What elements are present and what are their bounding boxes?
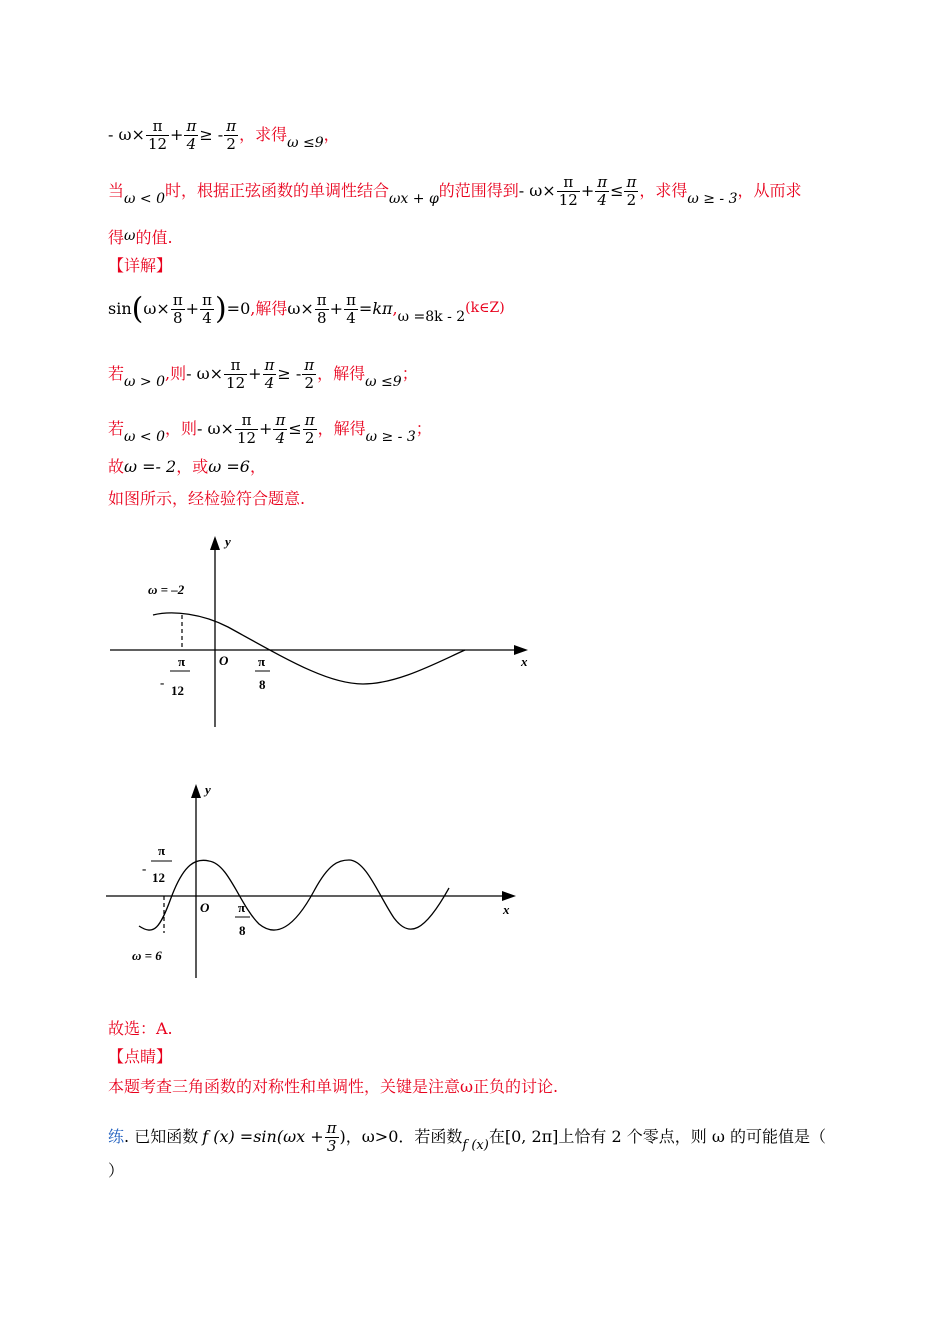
tick-right-num: π xyxy=(258,654,266,669)
fraction: $\frac{\pi}{12}$ xyxy=(226,356,246,392)
exercise-line-2: ） xyxy=(108,1161,125,1180)
answer-line: 故选：A. xyxy=(108,1019,173,1038)
y-axis-arrow xyxy=(191,784,201,798)
y-label: y xyxy=(205,782,211,797)
fraction: $\frac{\pi}{2}$ xyxy=(304,356,315,392)
solution-line-7: 故ω =- 2，或ω =6， xyxy=(108,457,266,476)
tick-left-den: 12 xyxy=(152,870,165,885)
sine-curve xyxy=(139,860,449,930)
origin-label: O xyxy=(219,653,229,668)
solution-line-3: 得ω的值. xyxy=(108,228,173,247)
tick-right-den: 8 xyxy=(259,677,266,692)
fraction: $\frac{\pi}{2}$ xyxy=(626,173,637,209)
comment-line: 本题考查三角函数的对称性和单调性，关键是注意ω正负的讨论. xyxy=(108,1077,559,1096)
omega-label: ω = –2 xyxy=(148,582,185,597)
fraction: $\frac{\pi}{8}$ xyxy=(172,291,183,327)
tick-right-den: 8 xyxy=(239,923,246,938)
tick-neg-sign: - xyxy=(160,675,165,690)
fraction: $\frac{\pi}{3}$ xyxy=(326,1119,337,1155)
fraction: $\frac{\pi}{2}$ xyxy=(226,117,237,153)
tick-left-num: π xyxy=(158,843,166,858)
fraction: $\frac{\pi}{8}$ xyxy=(316,291,327,327)
fraction: $\frac{\pi}{4}$ xyxy=(275,411,286,447)
exercise-label: 练 xyxy=(108,1127,125,1146)
solution-line-5: 若ω > 0,则- ω× $\frac{\pi}{12}$ + $\frac{\pi}{4}$ ≥ - $\frac{\pi}{2}$ ，解得ω ≤9； xyxy=(108,356,418,392)
solution-line-8: 如图所示，经检验符合题意. xyxy=(108,489,306,508)
fraction: $\frac{\pi}{4}$ xyxy=(264,356,275,392)
fraction: $\frac{\pi}{4}$ xyxy=(597,173,608,209)
tick-left-den: 12 xyxy=(171,683,184,698)
exercise-line: 练. 已知函数 f (x) =sin(ωx + $\frac{\pi}{3}$ )，ω>0．若函数$_{f (x)}$在[0, 2π]上恰有 2 个零点，则 ω 的可能值是（ xyxy=(108,1119,826,1155)
solution-line-1: - ω× $\frac{\pi}{12}$ + $\frac{\pi}{4}$ ≥ - $\frac{\pi}{2}$ ，求得ω ≤9， xyxy=(108,117,340,153)
heading-detail: 【详解】 xyxy=(108,256,173,275)
graph-omega-6 xyxy=(104,778,524,983)
fraction: $\frac{\pi}{2}$ xyxy=(304,411,315,447)
x-label: x xyxy=(521,654,528,669)
solution-line-2: 当ω < 0时，根据正弦函数的单调性结合ωx + φ的范围得到- ω× $\frac{\pi}{12}$ + $\frac{\pi}{4}$ ≤ $\frac{\pi}{2}$ ，求得ω ≥ - 3，从而求 xyxy=(108,173,802,209)
fraction: $\frac{\pi}{12}$ xyxy=(558,173,578,209)
y-axis-arrow xyxy=(210,536,220,550)
fraction: $\frac{\pi}{12}$ xyxy=(147,117,168,153)
solution-line-6: 若ω < 0，则- ω× $\frac{\pi}{12}$ + $\frac{\pi}{4}$ ≤ $\frac{\pi}{2}$ ，解得ω ≥ - 3； xyxy=(108,411,432,447)
omega-label: ω = 6 xyxy=(132,948,162,963)
fraction: $\frac{\pi}{12}$ xyxy=(236,411,257,447)
tick-left-num: π xyxy=(178,654,186,669)
sine-curve xyxy=(153,613,465,684)
x-label: x xyxy=(503,902,510,917)
heading-comment: 【点睛】 xyxy=(108,1047,173,1066)
solution-line-4: sin(ω× $\frac{\pi}{8}$ + $\frac{\pi}{4}$ )=0,解得ω× $\frac{\pi}{8}$ + $\frac{\pi}{4}$ =kπ,ω =8k - 2(k∈Z) xyxy=(108,291,505,327)
x-axis-arrow xyxy=(502,891,516,901)
tick-neg-sign: - xyxy=(142,861,147,876)
tick-right-num: π xyxy=(238,900,246,915)
fraction: $\frac{\pi}{4}$ xyxy=(346,291,356,327)
graph-omega-neg2 xyxy=(108,532,533,732)
origin-label: O xyxy=(200,900,210,915)
fraction: $\frac{\pi}{4}$ xyxy=(202,291,212,327)
fraction: $\frac{\pi}{4}$ xyxy=(186,117,197,153)
y-label: y xyxy=(225,534,231,549)
